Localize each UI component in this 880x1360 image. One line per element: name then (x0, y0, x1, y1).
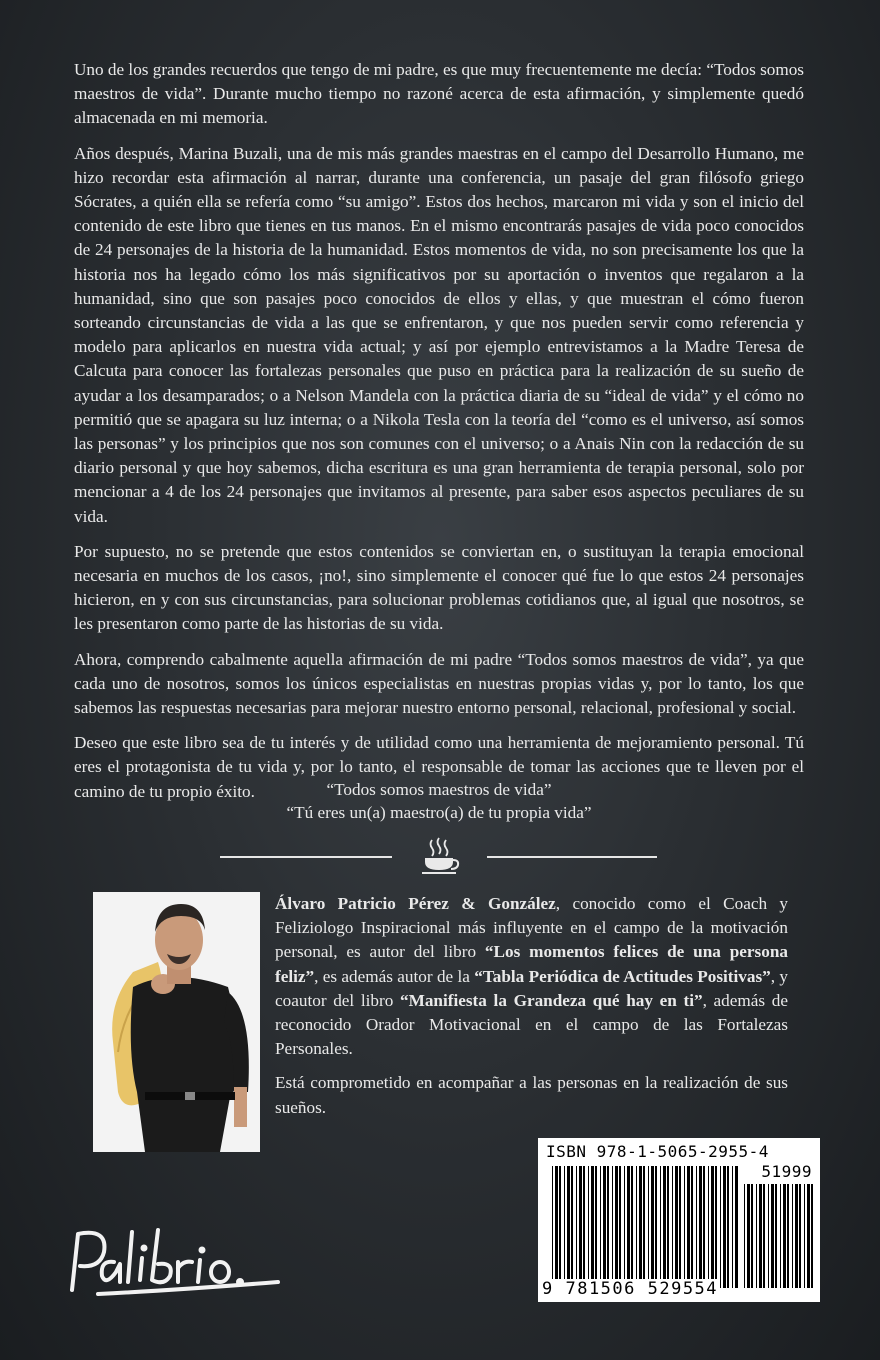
barcode-bar (751, 1184, 753, 1288)
isbn-number: ISBN 978-1-5065-2955-4 (546, 1142, 769, 1161)
author-bio-paragraph-1 (275, 892, 788, 1061)
ean-number: 9 781506 529554 (542, 1279, 719, 1299)
barcode-bar (699, 1166, 702, 1288)
closing-quotes (74, 778, 804, 824)
intro-paragraph-5: Deseo que este libro sea de tu interés y de utilidad como una herramienta de mejoramiento personal. Tú eres el protagonista de tu vida y, por lo tanto, el responsable de tomar las acciones que te lleven por el camino de tu propio éxito. (74, 733, 804, 801)
barcode-bar (783, 1184, 786, 1288)
barcode-bar (559, 1166, 561, 1288)
barcode-bar (744, 1184, 745, 1288)
barcode-bar (651, 1166, 654, 1288)
barcode-bar (684, 1166, 685, 1288)
barcode-bar (732, 1166, 733, 1288)
palibrio-logo (58, 1212, 288, 1302)
barcode-bar (607, 1166, 609, 1288)
quote-line-2: “Tú eres un(a) maestro(a) de tu propia vida” (286, 803, 592, 822)
barcode-bar (576, 1166, 577, 1288)
barcode-bar (708, 1166, 709, 1288)
book-title-1: “Los momentos felices de una persona feliz” (275, 942, 788, 986)
barcode-bar (639, 1166, 642, 1288)
barcode-bar (552, 1166, 553, 1288)
barcode-bar (615, 1166, 618, 1288)
barcode-bar (619, 1166, 621, 1288)
barcode-bar (600, 1166, 601, 1288)
barcode-bar (591, 1166, 594, 1288)
intro-paragraph-2: Años después, Marina Buzali, una de mis más grandes maestras en el campo del Desarrollo Humano, me hizo recordar esta afirmación al narrar, durante una conferencia, un pasaje del gran filósofo griego Sócrates, a quién ella se refería como “su amigo”. Estos dos hechos, marcaron mi vida y son el inicio del contenido de este libro que tienes en tus manos. En el mismo encontrarás pasajes de vida poco conocidos de 24 personajes de la historia de la humanidad. Estos momentos de vida, no son precisamente los que la historia nos ha legado cómo los más significativos por su aportación o inventos que regalaron a la humanidad, sino que son pasajes poco conocidos de ellos y ellas, y que muestran el cómo fueron sorteando circunstancias de vida a las que se enfrentaron, y que nos pueden servir como referencia y modelo para aplicarlos en nuestra vida actual; y así por ejemplo entrevistamos a la Madre Teresa de Calcuta para conocer las fortalezas personales que puso en práctica para la realización de su sueño de ayudar a los desamparados; o a Nelson Mandela con la práctica diaria de su “ideal de vida” y el cómo no permitió que se apagara su luz interna; o a Nikola Tesla con la teoría del “como es el universo, así somos las personas” y los principios que nos son comunes con el universo; o a Anais Nin con la redacción de su diario personal y que hoy sabemos, dicha escritura es una gran herramienta de terapia personal, solo por mencionar a 4 de los 24 personajes que invitamos al presente, para saber esos aspectos peculiares de su vida. (74, 143, 804, 526)
barcode-bar (804, 1184, 805, 1288)
barcode-bar (672, 1166, 673, 1288)
barcode-bar (679, 1166, 681, 1288)
barcode-bar (696, 1166, 697, 1288)
barcode-bar (759, 1184, 762, 1288)
barcode-bar (643, 1166, 645, 1288)
barcode-bar (655, 1166, 657, 1288)
barcode-bar (780, 1184, 781, 1288)
barcode-bar (663, 1166, 666, 1288)
price-code: 51999 (761, 1162, 812, 1181)
barcode-bar (588, 1166, 589, 1288)
barcode-bar (687, 1166, 690, 1288)
barcode-bar (648, 1166, 649, 1288)
barcode-bar (567, 1166, 570, 1288)
barcode-bar (564, 1166, 565, 1288)
barcode-bar (811, 1184, 813, 1288)
palibrio-logo-text: Palibrio. (58, 1212, 62, 1213)
barcode-bar (723, 1166, 726, 1288)
barcode-bar (583, 1166, 585, 1288)
bio-text-3: , y coautor del libro (275, 966, 788, 1010)
bio-text-2: , es además autor de la (314, 966, 475, 986)
divider-left-line (220, 856, 392, 858)
barcode-bar (603, 1166, 606, 1288)
barcode-bar (660, 1166, 661, 1288)
barcode-bar (612, 1166, 613, 1288)
book-title-3: “Manifiesta la Grandeza qué hay en ti” (400, 990, 703, 1010)
barcode-bar (624, 1166, 625, 1288)
barcode-bar (807, 1184, 810, 1288)
barcode-bar (771, 1184, 774, 1288)
barcode-bar (795, 1184, 798, 1288)
barcode-bar (703, 1166, 705, 1288)
barcode-bar (636, 1166, 637, 1288)
barcode-bar (667, 1166, 669, 1288)
barcode-bar (720, 1166, 721, 1288)
bio-text-4: , además de reconocido Orador Motivacional en el campo de las Fortalezas Personales. (275, 990, 788, 1059)
back-cover-text (74, 58, 804, 815)
barcode-bars (538, 1138, 820, 1302)
barcode-bar (768, 1184, 769, 1288)
intro-paragraph-4: Ahora, comprendo cabalmente aquella afirmación de mi padre “Todos somos maestros de vida”, ya que cada uno de nosotros, somos los únicos especialistas en nuestras propias vidas y, por lo tanto, los que sabemos las respuestas necesarias para mejorar nuestro entorno personal, relacional, profesional y social. (74, 649, 804, 718)
barcode-bar (799, 1184, 801, 1288)
barcode-bar (555, 1166, 558, 1288)
quote-line-1: “Todos somos maestros de vida” (326, 780, 552, 799)
barcode-bar (735, 1166, 738, 1288)
coffee-cup-icon (419, 836, 461, 876)
author-bio (275, 892, 788, 1130)
intro-paragraph-1: Uno de los grandes recuerdos que tengo de mi padre, es que muy frecuentemente me decía: “Todos somos maestros de vida”. Durante mucho tiempo no razoné acerca de esta afirmación, y simplemente quedó almacenada en mi memoria. (74, 60, 804, 128)
barcode-bar (595, 1166, 597, 1288)
author-photo (93, 892, 260, 1152)
bio-text-1: , conocido como el Coach y Feliziologo Inspiracional más influyente en el campo de la motivación personal, es autor del libro (275, 894, 789, 962)
barcode-bar (715, 1166, 717, 1288)
isbn-barcode (538, 1138, 820, 1302)
barcode-bar (756, 1184, 757, 1288)
barcode-bar (691, 1166, 693, 1288)
author-bio-paragraph-2: Está comprometido en acompañar a las personas en la realización de sus sueños. (275, 1073, 788, 1117)
book-title-2: “Tabla Periódica de Actitudes Positivas” (474, 966, 771, 986)
barcode-bar (631, 1166, 633, 1288)
barcode-bar (627, 1166, 630, 1288)
barcode-bar (571, 1166, 573, 1288)
intro-paragraph-3: Por supuesto, no se pretende que estos contenidos se conviertan en, o sustituyan la terapia emocional necesaria en muchos de los casos, ¡no!, sino simplemente el conocer qué fue lo que estos 24 personajes hicieron, en y con sus circunstancias, para solucionar problemas cotidianos que, al igual que nosotros, se les presentaron como parte de las historias de su vida. (74, 541, 804, 634)
barcode-bar (747, 1184, 750, 1288)
barcode-bar (579, 1166, 582, 1288)
barcode-bar (792, 1184, 793, 1288)
author-name: Álvaro Patricio Pérez & González (275, 894, 556, 913)
barcode-bar (711, 1166, 714, 1288)
barcode-bar (727, 1166, 729, 1288)
barcode-bar (675, 1166, 678, 1288)
divider-right-line (487, 856, 657, 858)
barcode-bar (763, 1184, 765, 1288)
barcode-bar (787, 1184, 789, 1288)
barcode-bar (775, 1184, 777, 1288)
